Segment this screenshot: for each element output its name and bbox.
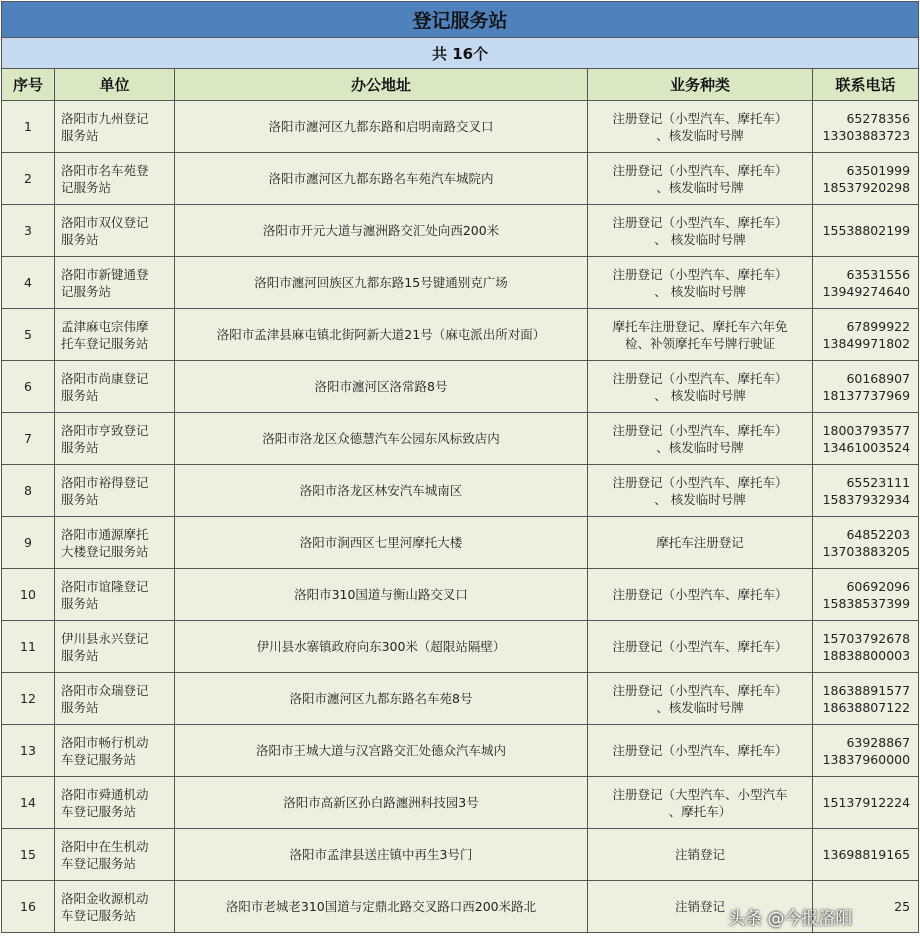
cell-phone	[813, 725, 919, 777]
cell-business	[588, 257, 813, 309]
cell-business	[588, 101, 813, 153]
cell-phone	[813, 309, 919, 361]
cell-business	[588, 569, 813, 621]
cell-business-line: 、核发临时号牌	[656, 439, 744, 455]
cell-no: 8	[2, 465, 55, 517]
cell-business-line: 注册登记（小型汽车、摩托车）	[612, 214, 788, 230]
cell-unit-line: 孟津麻屯宗伟摩	[61, 318, 149, 334]
cell-phone-line: 13837960000	[822, 751, 911, 767]
title-row	[2, 2, 919, 38]
table-row	[2, 257, 919, 309]
cell-phone-line: 18137737969	[822, 387, 911, 403]
cell-address	[175, 829, 588, 881]
cell-address	[175, 673, 588, 725]
cell-business-line: 、 核发临时号牌	[654, 387, 746, 403]
cell-business	[588, 673, 813, 725]
cell-address	[175, 725, 588, 777]
cell-phone-line: 60168907	[846, 370, 911, 386]
cell-business-line: 注销登记	[674, 847, 725, 862]
cell-unit-line: 服务站	[61, 595, 99, 611]
cell-unit	[55, 569, 175, 621]
cell-unit	[55, 361, 175, 413]
cell-phone	[813, 361, 919, 413]
cell-phone-line: 18838800003	[822, 647, 911, 663]
cell-phone-line: 13703883205	[822, 543, 911, 559]
table-row	[2, 569, 919, 621]
cell-address	[175, 517, 588, 569]
cell-address-line: 洛阳市瀍河区九都东路名车苑汽车城院内	[268, 171, 494, 186]
station-count: 共 16个	[2, 38, 919, 69]
cell-unit-line: 洛阳市新键通登	[61, 266, 149, 282]
cell-phone-line: 13698819165	[822, 847, 911, 862]
cell-unit	[55, 829, 175, 881]
cell-unit-line: 服务站	[61, 491, 99, 507]
cell-phone	[813, 257, 919, 309]
cell-business-line: 注册登记（小型汽车、摩托车）	[612, 162, 788, 178]
cell-unit-line: 伊川县永兴登记	[61, 630, 149, 646]
cell-unit-line: 车登记服务站	[61, 907, 137, 923]
cell-business-line: 注册登记（小型汽车、摩托车）	[612, 474, 788, 490]
cell-unit	[55, 777, 175, 829]
cell-unit-line: 大楼登记服务站	[61, 543, 149, 559]
cell-address-line: 洛阳市瀍河区九都东路和启明南路交叉口	[268, 119, 494, 134]
cell-no: 11	[2, 621, 55, 673]
cell-no: 6	[2, 361, 55, 413]
header-unit: 单位	[55, 69, 175, 101]
cell-no: 2	[2, 153, 55, 205]
cell-unit-line: 洛阳市双仪登记	[61, 214, 149, 230]
cell-phone-line: 18537920298	[822, 179, 911, 195]
cell-unit	[55, 413, 175, 465]
cell-no: 15	[2, 829, 55, 881]
cell-unit-line: 记服务站	[61, 283, 112, 299]
table-row	[2, 205, 919, 257]
cell-address-line: 洛阳市孟津县麻屯镇北街阿新大道21号（麻屯派出所对面）	[216, 327, 546, 342]
table-row	[2, 517, 919, 569]
cell-business-line: 注册登记（小型汽车、摩托车）	[612, 370, 788, 386]
cell-business	[588, 465, 813, 517]
cell-no: 16	[2, 881, 55, 933]
cell-unit	[55, 309, 175, 361]
cell-business	[588, 829, 813, 881]
cell-unit	[55, 257, 175, 309]
cell-business-line: 、 核发临时号牌	[654, 231, 746, 247]
cell-phone-line: 18638891577	[822, 682, 911, 698]
cell-unit-line: 洛阳市畅行机动	[61, 734, 149, 750]
cell-phone-line: 63928867	[846, 734, 911, 750]
cell-no: 5	[2, 309, 55, 361]
cell-address	[175, 413, 588, 465]
cell-unit-line: 服务站	[61, 699, 99, 715]
cell-business-line: 、核发临时号牌	[656, 127, 744, 143]
cell-phone-line: 63501999	[846, 162, 911, 178]
cell-address-line: 洛阳市洛龙区众德慧汽车公园东风标致店内	[262, 431, 500, 446]
cell-address-line: 洛阳市瀍河区九都东路名车苑8号	[289, 691, 473, 706]
cell-business-line: 注册登记（小型汽车、摩托车）	[612, 110, 788, 126]
cell-phone-line: 15703792678	[822, 630, 911, 646]
cell-business	[588, 725, 813, 777]
cell-phone	[813, 517, 919, 569]
cell-business-line: 注册登记（小型汽车、摩托车）	[612, 743, 788, 758]
cell-phone	[813, 569, 919, 621]
cell-address	[175, 465, 588, 517]
cell-no: 9	[2, 517, 55, 569]
cell-phone	[813, 777, 919, 829]
cell-unit-line: 服务站	[61, 647, 99, 663]
cell-phone-line: 13461003524	[822, 439, 911, 455]
cell-unit-line: 洛阳市名车苑登	[61, 162, 149, 178]
cell-unit-line: 洛阳市谊隆登记	[61, 578, 149, 594]
cell-address-line: 洛阳市高新区孙白路瀍洲科技园3号	[283, 795, 479, 810]
cell-business-line: 、核发临时号牌	[656, 179, 744, 195]
table-row	[2, 621, 919, 673]
table-row	[2, 777, 919, 829]
cell-phone-line: 18638807122	[822, 699, 911, 715]
cell-phone-line: 15137912224	[822, 795, 911, 810]
cell-phone-line: 60692096	[846, 578, 911, 594]
cell-address	[175, 361, 588, 413]
cell-unit-line: 车登记服务站	[61, 855, 137, 871]
cell-address-line: 洛阳市孟津县送庄镇中再生3号门	[289, 847, 473, 862]
watermark: 头条 @今报洛阳	[728, 909, 853, 929]
cell-address	[175, 101, 588, 153]
cell-unit	[55, 153, 175, 205]
cell-phone-line: 15538802199	[822, 223, 911, 238]
cell-phone	[813, 829, 919, 881]
cell-no: 14	[2, 777, 55, 829]
header-phone: 联系电话	[813, 69, 919, 101]
cell-phone-line: 18003793577	[822, 422, 911, 438]
cell-address-line: 洛阳市洛龙区林安汽车城南区	[299, 483, 463, 498]
cell-unit	[55, 881, 175, 933]
cell-unit-line: 服务站	[61, 387, 99, 403]
cell-business	[588, 413, 813, 465]
cell-address	[175, 621, 588, 673]
cell-unit-line: 洛阳金收源机动	[61, 890, 149, 906]
cell-unit-line: 服务站	[61, 439, 99, 455]
cell-phone	[813, 153, 919, 205]
cell-address	[175, 257, 588, 309]
cell-unit	[55, 621, 175, 673]
cell-unit-line: 记服务站	[61, 179, 112, 195]
cell-unit	[55, 725, 175, 777]
cell-address-line: 伊川县水寨镇政府向东300米（超限站隔壁）	[256, 639, 506, 654]
cell-business	[588, 309, 813, 361]
cell-unit-line: 车登记服务站	[61, 751, 137, 767]
cell-address-line: 洛阳市老城老310国道与定鼎北路交叉路口西200米路北	[225, 899, 537, 914]
table-row	[2, 361, 919, 413]
cell-unit-line: 洛阳市九州登记	[61, 110, 149, 126]
cell-business-line: 注册登记（小型汽车、摩托车）	[612, 422, 788, 438]
cell-no: 3	[2, 205, 55, 257]
cell-address	[175, 153, 588, 205]
cell-phone-line: 65523111	[846, 474, 911, 490]
cell-business	[588, 777, 813, 829]
cell-phone-line: 13849971802	[822, 335, 911, 351]
cell-unit-line: 服务站	[61, 231, 99, 247]
cell-phone-line: 25	[894, 899, 911, 914]
table-row	[2, 829, 919, 881]
header-row	[2, 69, 919, 101]
cell-business	[588, 621, 813, 673]
cell-address	[175, 569, 588, 621]
cell-business-line: 注册登记（小型汽车、摩托车）	[612, 587, 788, 602]
cell-no: 4	[2, 257, 55, 309]
header-business: 业务种类	[588, 69, 813, 101]
cell-address-line: 洛阳市王城大道与汉宫路交汇处德众汽车城内	[255, 743, 506, 758]
count-row	[2, 38, 919, 69]
cell-unit-line: 服务站	[61, 127, 99, 143]
cell-business-line: 注册登记（小型汽车、摩托车）	[612, 266, 788, 282]
table-row	[2, 725, 919, 777]
cell-phone	[813, 101, 919, 153]
cell-phone-line: 63531556	[846, 266, 911, 282]
cell-phone	[813, 413, 919, 465]
cell-address-line: 洛阳市开元大道与瀍洲路交汇处向西200米	[262, 223, 500, 238]
cell-phone-line: 15838537399	[822, 595, 911, 611]
cell-business	[588, 361, 813, 413]
cell-unit-line: 车登记服务站	[61, 803, 137, 819]
cell-unit-line: 洛阳市通源摩托	[61, 526, 149, 542]
cell-business-line: 、核发临时号牌	[656, 699, 744, 715]
cell-address	[175, 205, 588, 257]
cell-unit-line: 洛阳市尚康登记	[61, 370, 149, 386]
table-row	[2, 309, 919, 361]
cell-no: 13	[2, 725, 55, 777]
cell-address	[175, 881, 588, 933]
cell-business-line: 、摩托车）	[668, 803, 732, 819]
cell-unit	[55, 673, 175, 725]
table-row	[2, 153, 919, 205]
cell-address	[175, 777, 588, 829]
cell-phone-line: 65278356	[846, 110, 911, 126]
cell-phone-line: 15837932934	[822, 491, 911, 507]
cell-business-line: 摩托车注册登记、摩托车六年免	[612, 318, 788, 334]
cell-business	[588, 153, 813, 205]
cell-unit	[55, 205, 175, 257]
cell-unit	[55, 465, 175, 517]
cell-no: 7	[2, 413, 55, 465]
cell-phone-line: 13949274640	[822, 283, 911, 299]
cell-business-line: 注销登记	[674, 899, 725, 914]
cell-unit	[55, 517, 175, 569]
table-row	[2, 101, 919, 153]
cell-phone	[813, 673, 919, 725]
cell-phone-line: 13303883723	[822, 127, 911, 143]
cell-address-line: 洛阳市涧西区七里河摩托大楼	[299, 535, 463, 550]
table-row	[2, 673, 919, 725]
cell-unit-line: 洛阳市亨致登记	[61, 422, 149, 438]
cell-phone-line: 67899922	[846, 318, 911, 334]
cell-no: 12	[2, 673, 55, 725]
cell-address-line: 洛阳市310国道与衡山路交叉口	[294, 587, 468, 602]
header-no: 序号	[2, 69, 55, 101]
cell-phone	[813, 621, 919, 673]
table-row	[2, 465, 919, 517]
cell-business-line: 注册登记（大型汽车、小型汽车	[612, 786, 788, 802]
cell-business-line: 注册登记（小型汽车、摩托车）	[612, 682, 788, 698]
cell-phone	[813, 205, 919, 257]
cell-unit	[55, 101, 175, 153]
cell-phone	[813, 465, 919, 517]
cell-business-line: 检、补领摩托车号牌行驶证	[624, 335, 775, 351]
cell-address-line: 洛阳市瀍河区洛常路8号	[314, 379, 448, 394]
cell-unit-line: 洛阳市舜通机动	[61, 786, 149, 802]
cell-address	[175, 309, 588, 361]
cell-business-line: 摩托车注册登记	[656, 535, 744, 550]
cell-business	[588, 517, 813, 569]
cell-business-line: 、 核发临时号牌	[654, 283, 746, 299]
table-row	[2, 413, 919, 465]
header-address: 办公地址	[175, 69, 588, 101]
cell-unit-line: 洛阳中在生机动	[61, 838, 149, 854]
service-station-table	[1, 1, 919, 933]
cell-business-line: 注册登记（小型汽车、摩托车）	[612, 639, 788, 654]
cell-no: 1	[2, 101, 55, 153]
cell-business	[588, 205, 813, 257]
cell-no: 10	[2, 569, 55, 621]
cell-address-line: 洛阳市瀍河回族区九都东路15号键通别克广场	[254, 275, 508, 290]
cell-phone-line: 64852203	[846, 526, 911, 542]
cell-unit-line: 洛阳市裕得登记	[61, 474, 149, 490]
cell-business-line: 、 核发临时号牌	[654, 491, 746, 507]
cell-unit-line: 托车登记服务站	[61, 335, 149, 351]
cell-unit-line: 洛阳市众瑞登记	[61, 682, 149, 698]
page-title: 登记服务站	[2, 2, 919, 38]
